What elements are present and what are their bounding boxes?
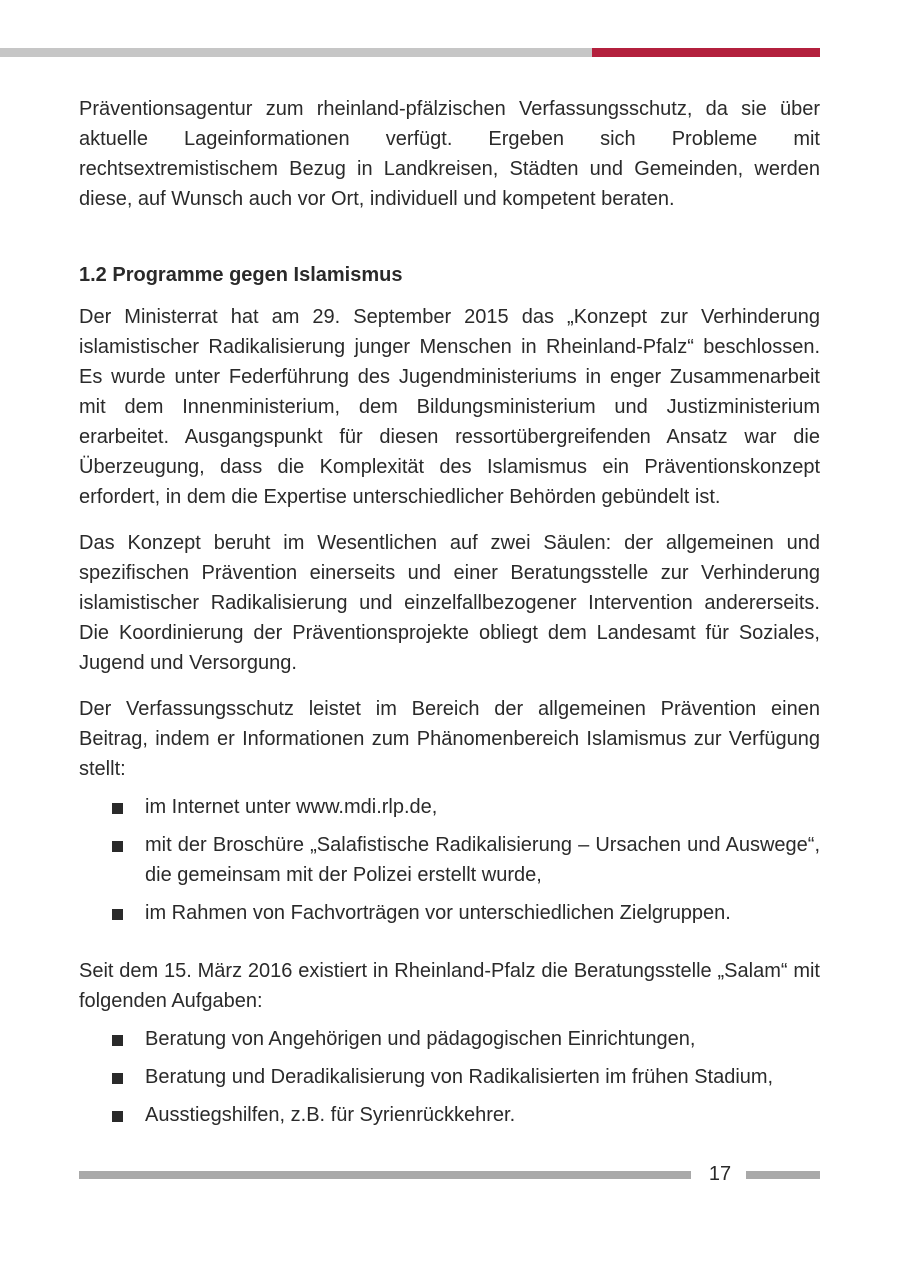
list-item [79, 830, 820, 890]
section-heading: 1.2 Programme gegen Islamismus [79, 264, 403, 286]
paragraph-konzept: Der Ministerrat hat am 29. September 2015 das „Konzept zur Verhinderung islamistischer Radikalisierung junger Menschen in Rheinland-Pfalz“ beschlossen. Es wurde unter Federführung des Jugendministeriums in enger Zusammenarbeit mit dem Innenministerium, dem Bildungsministerium und Justizministerium erarbeitet. Ausgangspunkt für diesen ressortübergreifenden Ansatz war die Überzeugung, dass die Komplexität des Islamismus ein Präventionskonzept erfordert, in dem die Expertise unterschiedlicher Behörden gebündelt ist. [79, 306, 820, 508]
paragraph-salam: Seit dem 15. März 2016 existiert in Rheinland-Pfalz die Beratungsstelle „Salam“ mit folgenden Aufgaben: [79, 960, 820, 1012]
footer-rule-left [79, 1171, 691, 1179]
bullet-square-icon [112, 1111, 123, 1122]
paragraph-verfassungsschutz: Der Verfassungsschutz leistet im Bereich der allgemeinen Prävention einen Beitrag, indem er Informationen zum Phänomenbereich Islamismus zur Verfügung stellt: [79, 698, 820, 780]
header-rule-accent [592, 48, 820, 57]
bullet-square-icon [112, 841, 123, 852]
list-item-text: Beratung von Angehörigen und pädagogischen Einrichtungen, [145, 1028, 696, 1050]
list-item-text: mit der Broschüre „Salafistische Radikalisierung – Ursachen und Auswege“, die gemeinsam mit der Polizei erstellt wurde, [145, 834, 820, 886]
list-item-text: Ausstiegshilfen, z.B. für Syrienrückkehrer. [145, 1104, 516, 1126]
bullet-square-icon [112, 909, 123, 920]
bullet-square-icon [112, 803, 123, 814]
paragraph-saeulen: Das Konzept beruht im Wesentlichen auf zwei Säulen: der allgemeinen und spezifischen Prävention einerseits und einer Beratungsstelle zur Verhinderung islamistischer Radikalisierung und einzelfallbezogener Intervention andererseits. Die Koordinierung der Präventionsprojekte obliegt dem Landesamt für Soziales, Jugend und Versorgung. [79, 532, 820, 674]
list-item-text: im Rahmen von Fachvorträgen vor unterschiedlichen Zielgruppen. [145, 902, 731, 924]
bullet-square-icon [112, 1035, 123, 1046]
list-item [79, 898, 820, 928]
footer-rule-right [746, 1171, 820, 1179]
list-item [79, 792, 820, 822]
bullet-square-icon [112, 1073, 123, 1084]
header-rule-gray [0, 48, 592, 57]
list-item-text: Beratung und Deradikalisierung von Radikalisierten im frühen Stadium, [145, 1066, 774, 1088]
list-item-text: im Internet unter www.mdi.rlp.de, [145, 796, 438, 818]
page-number: 17 [708, 1163, 732, 1185]
bullet-list-praevention [79, 792, 820, 928]
list-item [79, 1100, 820, 1130]
page-content [79, 94, 820, 1138]
list-item [79, 1024, 820, 1054]
list-item [79, 1062, 820, 1092]
intro-paragraph: Präventionsagentur zum rheinland-pfälzischen Verfassungsschutz, da sie über aktuelle Lageinformationen verfügt. Ergeben sich Probleme mit rechtsextremistischem Bezug in Landkreisen, Städten und Gemeinden, werden diese, auf Wunsch auch vor Ort, individuell und kompetent beraten. [79, 98, 820, 210]
bullet-list-salam [79, 1024, 820, 1130]
